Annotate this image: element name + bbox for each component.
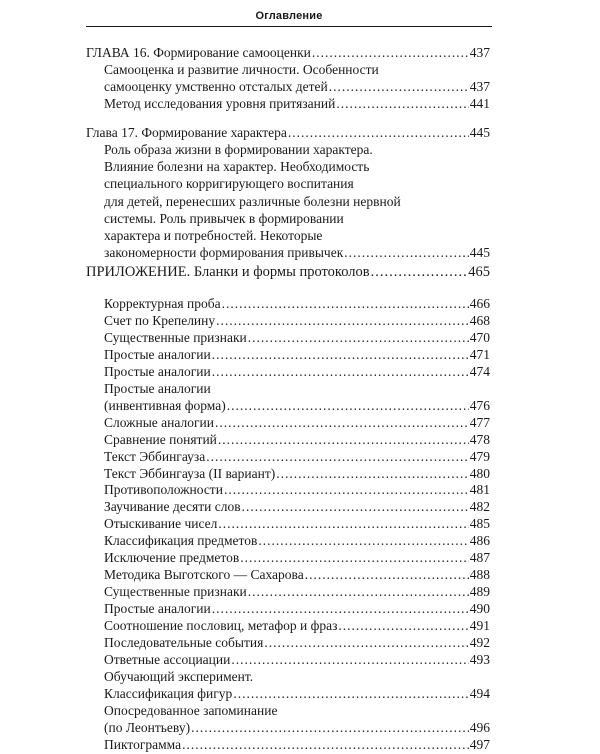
toc-entry-line: системы. Роль привычек в формировании <box>104 210 344 226</box>
toc-entry-line: Текст Эббингауза (II вариант) <box>104 465 276 481</box>
toc-entry-line: Простые аналогии <box>104 363 211 379</box>
toc-page-number: 497 <box>469 736 490 752</box>
toc-page-number: 491 <box>469 618 490 634</box>
toc-entry-line: Пиктограмма <box>104 736 182 752</box>
toc-page-number: 480 <box>469 465 490 481</box>
header-rule <box>86 26 492 27</box>
toc-leader <box>276 466 469 483</box>
toc-leader <box>206 449 469 466</box>
toc-page-number: 437 <box>469 45 490 60</box>
toc-leader <box>248 330 469 347</box>
toc-entry-line: характера и потребностей. Некоторые <box>104 228 323 244</box>
toc-entry-line: Метод исследования уровня притязаний <box>104 96 336 111</box>
toc-entry-line: Счет по Крепелину <box>104 312 216 328</box>
toc-page-number: 485 <box>469 516 490 532</box>
toc-entry[interactable] <box>104 635 490 652</box>
toc-leader <box>182 737 469 754</box>
toc-entry-line: самооценку умственно отсталых детей <box>104 79 328 95</box>
toc-entry[interactable] <box>104 449 490 466</box>
toc-entry-line: Корректурная проба <box>104 296 221 311</box>
toc-entry-line: для детей, перенесших различные болезни нервной <box>104 193 401 209</box>
toc-chapter-17[interactable] <box>86 124 490 141</box>
toc-page-number: 476 <box>469 397 490 413</box>
toc-entry[interactable] <box>104 95 490 112</box>
toc-entry-line: Существенные признаки <box>104 584 247 600</box>
toc-entry[interactable] <box>104 141 490 261</box>
toc-chapter-title: ГЛАВА 16. Формирование самооценки <box>86 45 311 60</box>
toc-page-number: 496 <box>469 719 490 735</box>
toc-leader <box>371 264 468 281</box>
toc-entry-line: Влияние болезни на характер. Необходимость <box>104 159 370 175</box>
toc-entry[interactable] <box>104 669 490 703</box>
toc-leader <box>329 78 469 95</box>
toc-entry-line: Классификация предметов <box>104 533 258 549</box>
toc-page-number: 445 <box>469 245 490 261</box>
toc-entry-line: Противоположности <box>104 482 223 498</box>
toc-entry[interactable] <box>104 364 490 381</box>
toc-entry-line: Существенные признаки <box>104 329 247 345</box>
toc-entry-line: Опосредованное запоминание <box>104 702 278 718</box>
toc-leader <box>288 124 469 141</box>
toc-leader <box>212 601 469 618</box>
toc-leader <box>191 720 469 737</box>
toc-entry-line: (по Леонтьеву) <box>104 719 191 735</box>
toc-entry[interactable] <box>104 482 490 499</box>
toc-leader <box>218 432 469 449</box>
toc-entry-line: Простые аналогии <box>104 601 211 617</box>
toc-page-number: 478 <box>469 431 490 447</box>
toc-leader <box>222 296 469 313</box>
toc-page-number: 465 <box>468 264 490 280</box>
toc-page-number: 486 <box>469 533 490 549</box>
toc-page-number: 492 <box>469 635 490 650</box>
toc-page-number: 470 <box>469 329 490 345</box>
toc-leader <box>212 364 469 381</box>
toc-entry[interactable] <box>104 313 490 330</box>
toc-page-number: 445 <box>469 125 490 140</box>
toc-leader <box>312 44 469 61</box>
toc-page-number: 441 <box>469 96 490 111</box>
toc-entry[interactable] <box>104 415 490 432</box>
toc-leader <box>305 567 469 584</box>
toc-entry-line: Сложные аналогии <box>104 414 214 430</box>
toc-appendix[interactable] <box>86 264 490 281</box>
toc-page-number: 482 <box>469 499 490 515</box>
toc-page-number: 471 <box>469 346 490 362</box>
toc-leader <box>212 347 469 364</box>
toc-entry-line: Соотношение пословиц, метафор и фраз <box>104 618 338 634</box>
toc-chapter-16[interactable] <box>86 44 490 61</box>
toc-page-number: 477 <box>469 414 490 430</box>
toc-entry-line: Текст Эббингауза <box>104 448 206 464</box>
toc-page-number: 479 <box>469 448 490 464</box>
toc-leader <box>242 499 469 516</box>
toc-page-number: 494 <box>469 685 490 701</box>
toc-entry[interactable] <box>104 330 490 347</box>
toc-entry-line: Последовательные события <box>104 635 264 650</box>
toc-leader <box>264 635 468 652</box>
toc-page-number: 437 <box>469 79 490 95</box>
toc-leader <box>231 652 468 669</box>
toc-page-number: 489 <box>469 584 490 600</box>
toc-leader <box>216 313 469 330</box>
toc-leader <box>224 482 469 499</box>
toc-entry[interactable] <box>104 703 490 737</box>
toc-page-number: 474 <box>469 363 490 379</box>
toc-entry-line: Исключение предметов <box>104 550 240 566</box>
toc-entry[interactable] <box>104 652 490 669</box>
toc-chapter-title: ПРИЛОЖЕНИЕ. Бланки и формы протоколов <box>86 264 370 280</box>
toc-entry[interactable] <box>104 499 490 516</box>
toc-entry[interactable] <box>104 737 490 754</box>
toc-leader <box>227 398 469 415</box>
toc-leader <box>215 415 469 432</box>
toc-page-number: 488 <box>469 567 490 583</box>
toc-entry-line: Роль образа жизни в формировании характера. <box>104 142 373 157</box>
toc-page-number: 466 <box>469 296 490 311</box>
toc-entry[interactable] <box>104 432 490 449</box>
toc-page-number: 468 <box>469 312 490 328</box>
toc-entry[interactable] <box>104 618 490 635</box>
toc-leader <box>240 550 469 567</box>
toc-entry-line: Самооценка и развитие личности. Особенности <box>104 62 379 77</box>
toc-entry-line: (инвентивная форма) <box>104 397 226 413</box>
toc-entry-line: Простые аналогии <box>104 346 211 362</box>
toc-page-number: 487 <box>469 550 490 566</box>
toc-entry[interactable] <box>104 296 490 313</box>
toc-leader <box>233 686 468 703</box>
toc-entry[interactable] <box>104 347 490 364</box>
toc-leader <box>218 516 468 533</box>
toc-entry[interactable] <box>104 466 490 483</box>
toc-page-number: 493 <box>469 652 490 667</box>
toc-entry-line: Отыскивание чисел <box>104 516 218 532</box>
toc-leader <box>338 618 468 635</box>
toc-entry[interactable] <box>104 567 490 584</box>
toc-page-number: 490 <box>469 601 490 617</box>
toc-entry-line: Обучающий эксперимент. <box>104 668 254 684</box>
toc-entry[interactable] <box>104 516 490 533</box>
running-header: Оглавление <box>255 10 323 22</box>
toc-entry-line: специального корригирующего воспитания <box>104 176 354 192</box>
toc-page-number: 481 <box>469 482 490 498</box>
toc-entry[interactable] <box>104 61 490 95</box>
toc-chapter-title: Глава 17. Формирование характера <box>86 125 287 140</box>
toc-entry[interactable] <box>104 584 490 601</box>
toc-entry[interactable] <box>104 550 490 567</box>
toc-entry[interactable] <box>104 601 490 618</box>
toc-entry-line: Классификация фигур <box>104 685 233 701</box>
toc-entry-line: Простые аналогии <box>104 380 211 396</box>
toc-leader <box>248 584 469 601</box>
toc-leader <box>344 244 468 261</box>
toc-entry[interactable] <box>104 533 490 550</box>
toc-entry-line: Сравнение понятий <box>104 431 217 447</box>
toc-entry-line: закономерности формирования привычек <box>104 245 344 261</box>
toc-leader <box>258 533 468 550</box>
toc-entry[interactable] <box>104 381 490 415</box>
toc-entry-line: Заучивание десяти слов <box>104 499 241 515</box>
toc-entry-line: Ответные ассоциации <box>104 652 231 667</box>
toc-entry-line: Методика Выготского — Сахарова <box>104 567 304 583</box>
toc-leader <box>336 95 468 112</box>
